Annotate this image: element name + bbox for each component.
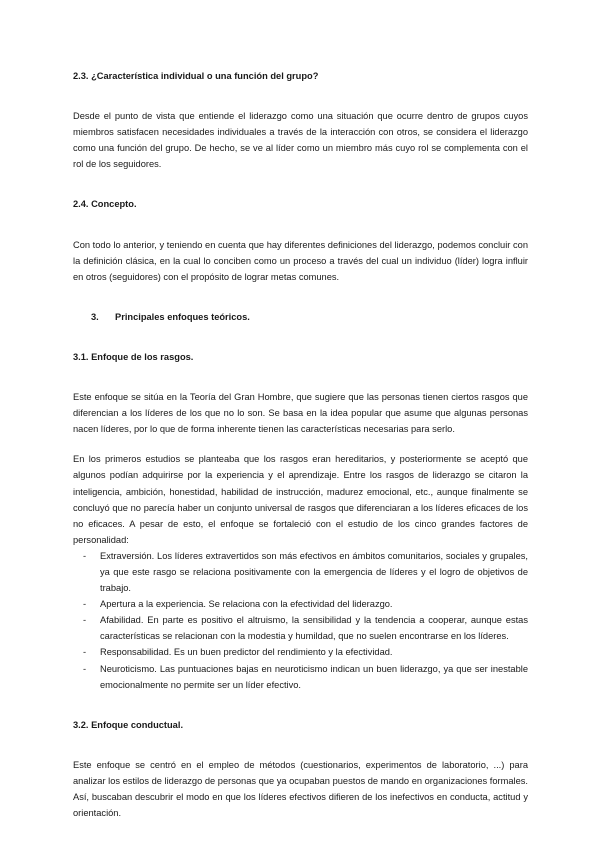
list-item: - Responsabilidad. Es un buen predictor del rendimiento y la efectividad. [73,644,528,660]
list-item: - Apertura a la experiencia. Se relaciona con la efectividad del liderazgo. [73,596,528,612]
section-2-3-heading: 2.3. ¿Característica individual o una función del grupo? [73,71,319,81]
section-3-2-body: Este enfoque se centró en el empleo de métodos (cuestionarios, experimentos de laboratorio, ...) para analizar los estilos de liderazgo de personas que ya ocupaban puestos de mando en organizaciones formales. Así, buscaban descubrir el modo en que los líderes efectivos difieren de los inefectivos en conducta, actitud y orientación. [73,759,528,819]
section-2-4-body: Con todo lo anterior, y teniendo en cuenta que hay diferentes definiciones del liderazgo, podemos concluir con la definición clásica, en la cual lo conciben como un proceso a través del cual un individuo (líder) logra influir en otros (seguidores) con el propósito de lograr metas comunes. [73,239,528,282]
dash-bullet: - [83,647,87,658]
section-2-4-heading: 2.4. Concepto. [73,199,137,210]
section-3-1-paragraph-1: Este enfoque se sitúa en la Teoría del Gran Hombre, que sugiere que las personas tienen ciertos rasgos que diferencian a los líderes de los que no lo son. Se basa en la idea popular que asume que algunas personas nacen líderes, por lo que de forma inherente tienen las características necesarias para serlo. [73,392,528,435]
section-3-number: 3. [91,311,99,322]
dash-bullet: - [83,663,87,674]
dash-bullet: - [83,599,87,610]
list-item: - Extraversión. Los líderes extravertidos son más efectivos en ámbitos comunitarios, sociales y grupales, ya que este rasgo se relaciona positivamente con la emergencia de líderes y el logro de objetivos de trabajo. [73,548,528,596]
personality-factors-list [73,548,528,693]
section-3-title: Principales enfoques teóricos. [115,311,250,322]
dash-bullet: - [83,550,87,561]
section-3-1-paragraph-2: En los primeros estudios se planteaba que los rasgos eran hereditarios, y posteriormente se aceptó que algunos podían adquirirse por la experiencia y el aprendizaje. Entre los rasgos de liderazgo se citaron la inteligencia, ambición, honestidad, habilidad de instrucción, madurez emocional, etc., aunque finalmente se concluyó que no parecía haber un conjunto universal de rasgos que diferenciaran a los líderes eficaces de los no eficaces. A pesar de esto, el enfoque se fortaleció con el estudio de los cinco grandes factores de personalidad: [73,454,528,545]
list-item: - Afabilidad. En parte es positivo el altruismo, la sensibilidad y la tendencia a cooperar, aunque estas características se relacionan con la modestia y humildad, que no suelen encontrarse en los líderes. [73,612,528,644]
section-3-2-heading: 3.2. Enfoque conductual. [73,719,184,730]
section-3-1-heading: 3.1. Enfoque de los rasgos. [73,351,194,362]
list-item: - Neuroticismo. Las puntuaciones bajas en neuroticismo indican un buen liderazgo, ya que ser inestable emocionalmente no permite ser un líder efectivo. [73,661,528,693]
section-3-heading [73,309,528,325]
section-2-3-body: Desde el punto de vista que entiende el liderazgo como una situación que ocurre dentro de grupos cuyos miembros satisfacen necesidades individuales a través de la interacción con otros, se considera el liderazgo como una función del grupo. De hecho, se ve al líder como un miembro más cuyo rol se complementa con el rol de los seguidores. [73,111,528,170]
dash-bullet: - [83,615,87,626]
